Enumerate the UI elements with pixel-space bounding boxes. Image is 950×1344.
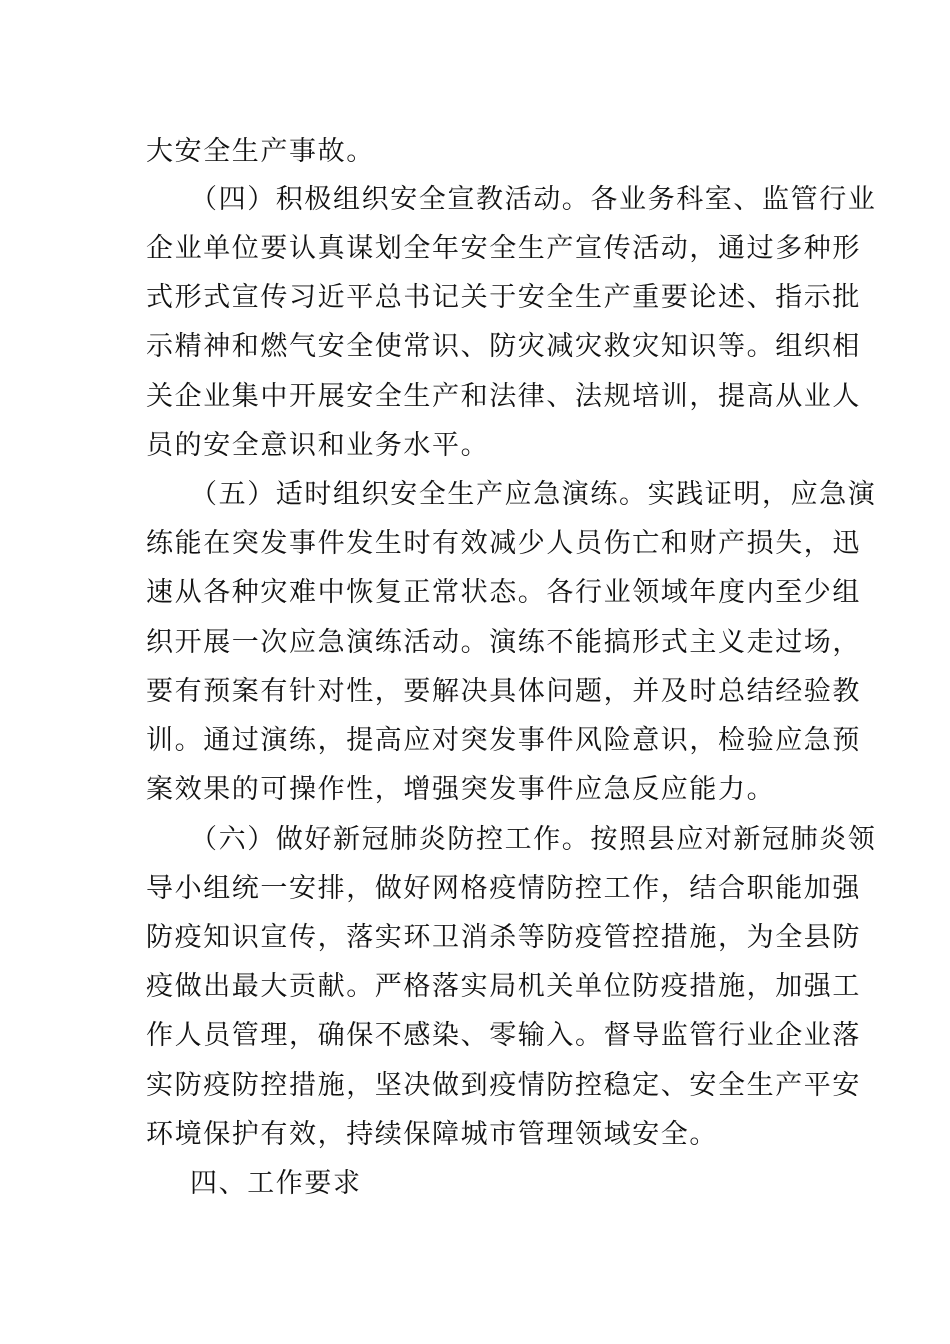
paragraph-6-line-2: 导小组统一安排，做好网格疫情防控工作，结合职能加强	[146, 873, 861, 904]
section-heading: 四、工作要求	[190, 1168, 362, 1199]
paragraph-6-line-6: 实防疫防控措施，坚决做到疫情防控稳定、安全生产平安	[146, 1070, 861, 1101]
paragraph-4-line-2: 企业单位要认真谋划全年安全生产宣传活动，通过多种形	[146, 233, 861, 264]
paragraph-6-line-4: 疫做出最大贡献。严格落实局机关单位防疫措施，加强工	[146, 971, 861, 1002]
paragraph-5-line-5: 要有预案有针对性，要解决具体问题，并及时总结经验教	[146, 676, 861, 707]
paragraph-4-line-3: 式形式宣传习近平总书记关于安全生产重要论述、指示批	[146, 282, 861, 313]
paragraph-5-line-6: 训。通过演练，提高应对突发事件风险意识，检验应急预	[146, 725, 861, 756]
paragraph-5-line-4: 织开展一次应急演练活动。演练不能搞形式主义走过场，	[146, 627, 861, 658]
paragraph-6-line-7: 环境保护有效，持续保障城市管理领域安全。	[146, 1119, 718, 1150]
paragraph-4-line-6: 员的安全意识和业务水平。	[146, 430, 490, 461]
paragraph-4-line-1: （四）积极组织安全宣教活动。各业务科室、监管行业	[190, 184, 877, 215]
paragraph-4-line-4: 示精神和燃气安全使常识、防灾减灾救灾知识等。组织相	[146, 331, 861, 362]
paragraph-5-line-3: 速从各种灾难中恢复正常状态。各行业领域年度内至少组	[146, 577, 861, 608]
paragraph-4-line-5: 关企业集中开展安全生产和法律、法规培训，提高从业人	[146, 381, 861, 412]
paragraph-5-line-1: （五）适时组织安全生产应急演练。实践证明，应急演	[190, 479, 877, 510]
paragraph-5-line-2: 练能在突发事件发生时有效减少人员伤亡和财产损失，迅	[146, 528, 861, 559]
paragraph-6-line-3: 防疫知识宣传，落实环卫消杀等防疫管控措施，为全县防	[146, 922, 861, 953]
text-line-1: 大安全生产事故。	[146, 136, 375, 167]
paragraph-6-line-1: （六）做好新冠肺炎防控工作。按照县应对新冠肺炎领	[190, 824, 877, 855]
paragraph-5-line-7: 案效果的可操作性，增强突发事件应急反应能力。	[146, 774, 776, 805]
paragraph-6-line-5: 作人员管理，确保不感染、零输入。督导监管行业企业落	[146, 1020, 861, 1051]
